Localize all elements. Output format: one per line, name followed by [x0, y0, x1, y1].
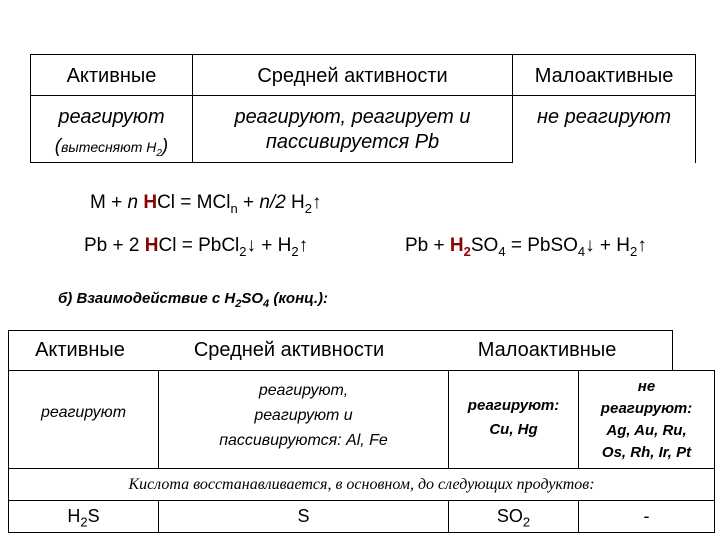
table2-top-border — [8, 330, 672, 331]
table2-note: Кислота восстанавливается, в основном, до следующих продуктов: — [128, 476, 595, 493]
table1-active-reacts: реагируют — [58, 106, 165, 128]
table1-header-low: Малоактивные — [534, 65, 674, 87]
table2-header-divider — [8, 370, 714, 371]
table1-medium-line2: пассивируется Pb — [265, 131, 440, 153]
table2-body-divider — [8, 468, 714, 469]
table1-top-border — [30, 54, 696, 55]
table2-low-noreact-cell — [579, 376, 714, 464]
product-s: S — [297, 506, 310, 526]
table2-header-medium: Средней активности — [193, 339, 385, 361]
equation-pb-hcl: Pb + 2 HCl = PbCl$_2$↓ + $H_2↑$ — [84, 235, 309, 259]
table2-header-right-border — [672, 330, 673, 370]
table2-medium-cell — [159, 378, 448, 453]
product-none: - — [643, 506, 650, 526]
table2-low-noreact-line1: не — [637, 378, 656, 395]
table1-bottom-border — [30, 162, 513, 163]
table2-low-noreact-line2: реагируют: — [600, 400, 693, 417]
table2-active-reacts: реагируют — [40, 404, 127, 421]
table2-low-noreact-line3: Ag, Au, Ru, — [606, 422, 687, 439]
table2-bottom-border — [8, 532, 714, 533]
table2-medium-line2: реагируют и — [254, 407, 353, 424]
product-so2: $SO_2$ — [496, 506, 531, 530]
table1-medium-line1: реагируют, реагирует и — [234, 106, 471, 128]
table2-low-react-line2: Cu, Hg — [489, 421, 538, 438]
table1-header-medium: Средней активности — [257, 65, 448, 87]
table1-header-divider — [30, 95, 696, 96]
section-b-heading: б) Взаимодействие с $H_2SO_4$ (конц.): — [58, 290, 329, 310]
table2-low-react-cell — [449, 394, 578, 442]
equation-metal-hcl: M + n HCl = MCl$_n$ + n/2 $H_2↑$ — [90, 192, 322, 216]
table2-low-react-line1: реагируют: — [467, 397, 560, 414]
table2-note-divider — [8, 500, 714, 501]
table2-medium-line1: реагируют, — [258, 382, 349, 399]
equation-pb-h2so4: $Pb + H_2SO_4$ = PbSO$_4$↓ + $H_2↑$ — [405, 235, 647, 259]
table2-medium-line3: пассивируются: Al, Fe — [219, 432, 388, 449]
product-h2s: $H_2S$ — [67, 506, 100, 530]
table1-header-active: Активные — [66, 65, 157, 87]
table2-low-noreact-line4: Os, Rh, Ir, Pt — [601, 444, 692, 461]
table2-header-active: Активные — [35, 339, 125, 361]
table1-low-noreact: не реагируют — [537, 106, 671, 128]
table1-active-note: (вытесняют $H_2$) — [54, 136, 169, 159]
table2-right-border — [714, 370, 715, 533]
table2-header-low: Малоактивные — [477, 339, 617, 361]
table1-right-border — [695, 54, 696, 163]
